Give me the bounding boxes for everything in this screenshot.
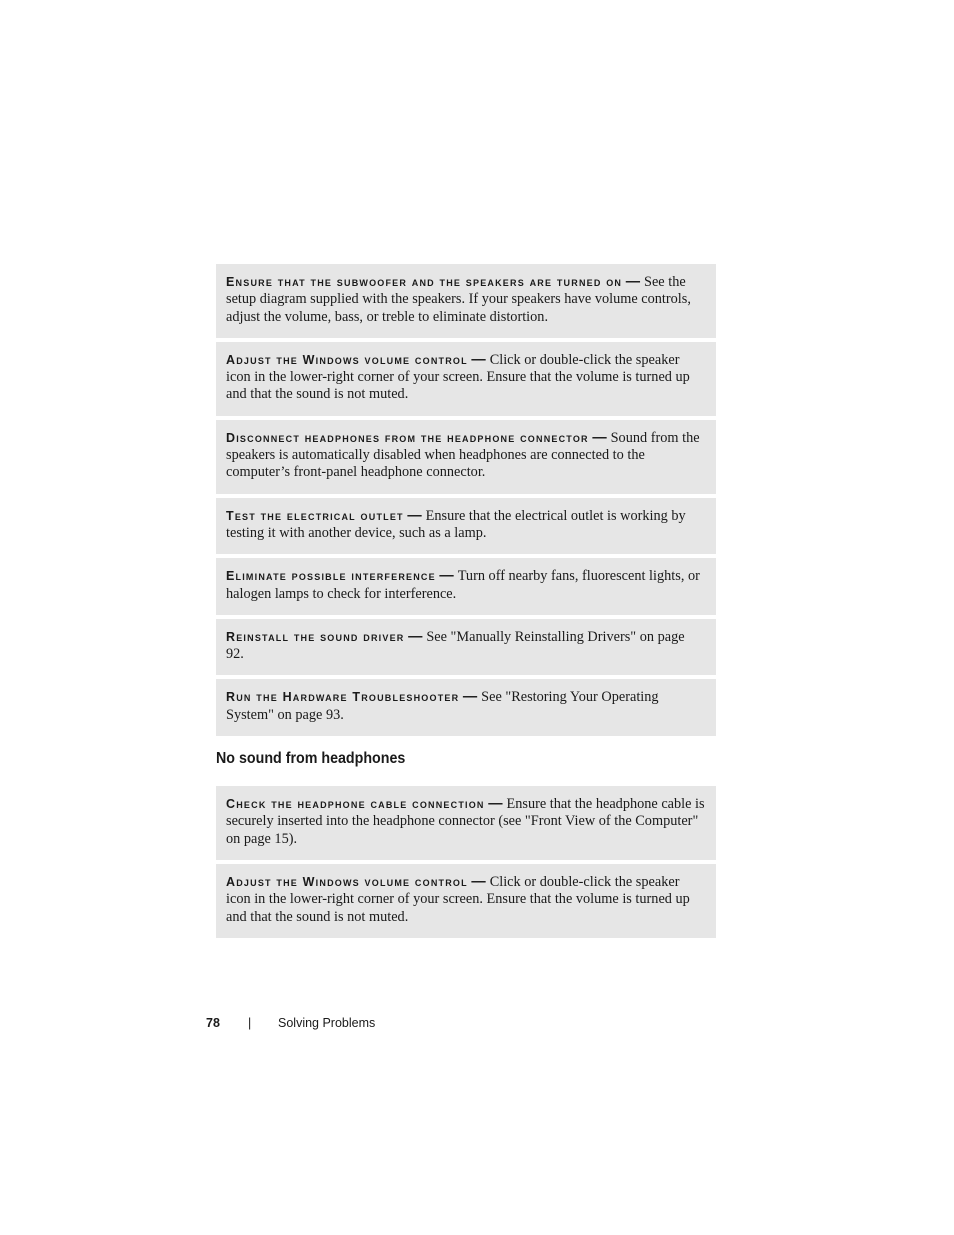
tip-heading: Disconnect headphones from the headphone connector — [226, 430, 589, 445]
tip-heading: Test the electrical outlet — [226, 508, 404, 523]
tip-heading: Run the Hardware Troubleshooter — [226, 690, 460, 705]
tip-body: See the setup diagram supplied with the speakers. If your speakers have volume controls, adjust the volume, bass, or treble to eliminate distortion. — [226, 274, 691, 325]
tip-body: Ensure that the headphone cable is securely inserted into the headphone connector (see "Front View of the Computer" on page 15). — [226, 796, 705, 847]
tip-heading: Adjust the Windows volume control — [226, 352, 468, 367]
tip-body: See "Restoring Your Operating System" on page 93. — [226, 689, 659, 723]
em-dash: — — [625, 274, 644, 290]
tip-box-disconnect-headphones — [216, 420, 716, 494]
page-content — [216, 264, 716, 942]
tip-box-sound-driver — [216, 619, 716, 676]
em-dash: — — [471, 873, 490, 890]
tip-box-interference — [216, 558, 716, 615]
section-title: No sound from headphones — [216, 750, 406, 768]
tip-body: Turn off nearby fans, fluorescent lights, or halogen lamps to check for interference. — [226, 568, 700, 602]
em-dash: — — [488, 796, 507, 813]
tip-heading: Reinstall the sound driver — [226, 629, 405, 644]
em-dash: — — [592, 429, 611, 446]
em-dash: — — [471, 351, 490, 368]
tip-body: See "Manually Reinstalling Drivers" on page 92. — [226, 628, 685, 663]
tip-body: Click or double-click the speaker icon in the lower-right corner of your screen. Ensure that the volume is turned up and that the sound is not muted. — [226, 873, 690, 925]
tip-box-subwoofer — [216, 264, 716, 338]
em-dash: — — [408, 628, 427, 645]
tip-body: Click or double-click the speaker icon in the lower-right corner of your screen. Ensure that the volume is turned up and that the sound is not muted. — [226, 351, 690, 403]
tip-box-volume-control-headphones — [216, 864, 716, 938]
footer-divider: | — [248, 1016, 252, 1030]
tip-box-electrical-outlet — [216, 498, 716, 555]
tip-heading: Eliminate possible interference — [226, 569, 436, 584]
tip-box-headphone-cable — [216, 786, 716, 860]
chapter-title: Solving Problems — [278, 1016, 376, 1030]
em-dash: — — [407, 507, 426, 524]
tip-body: Ensure that the electrical outlet is working by testing it with another device, such as a lamp. — [226, 507, 686, 541]
tip-heading: Adjust the Windows volume control — [226, 874, 468, 889]
tip-body: Sound from the speakers is automatically disabled when headphones are connected to the computer’s front-panel headphone connector. — [226, 429, 700, 481]
tip-box-hardware-troubleshooter — [216, 679, 716, 736]
em-dash: — — [439, 568, 458, 585]
tip-heading: Check the headphone cable connection — [226, 797, 485, 812]
tip-heading: Ensure that the subwoofer and the speakers are turned on — [226, 275, 623, 289]
tip-box-volume-control — [216, 342, 716, 416]
page-number: 78 — [206, 1016, 220, 1030]
em-dash: — — [462, 689, 482, 706]
